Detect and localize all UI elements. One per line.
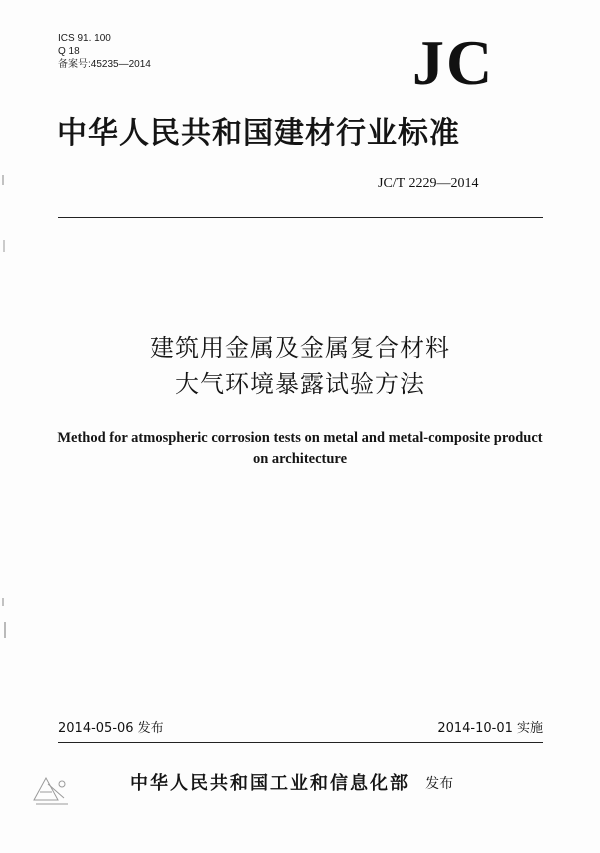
effective-date: 2014-10-01 实施 (437, 721, 543, 736)
record-number: 备案号:45235—2014 (58, 59, 151, 70)
publish-label: 发布 (425, 776, 454, 792)
stamp-mark-icon (28, 770, 74, 810)
title-cn-line-1: 建筑用金属及金属复合材料 (150, 334, 450, 362)
standard-category-title: 中华人民共和国建材行业标准 (57, 116, 460, 151)
header-divider (58, 217, 543, 218)
standard-code: JC/T 2229—2014 (378, 176, 479, 191)
issue-date: 2014-05-06 发布 (58, 721, 164, 736)
jc-logo: JC (412, 27, 495, 98)
ics-code: ICS 91. 100 (58, 33, 111, 44)
scan-edge-marks (0, 0, 12, 853)
classification-block (58, 32, 151, 71)
document-title-en: Method for atmospheric corrosion tests on metal and metal-composite product on architecture (57, 430, 543, 467)
footer-divider (58, 742, 543, 743)
class-code: Q 18 (58, 46, 80, 57)
publisher-row (130, 772, 453, 796)
publisher-name: 中华人民共和国工业和信息化部 (130, 773, 410, 794)
document-title-cn (0, 330, 600, 402)
title-cn-line-2: 大气环境暴露试验方法 (175, 370, 425, 398)
